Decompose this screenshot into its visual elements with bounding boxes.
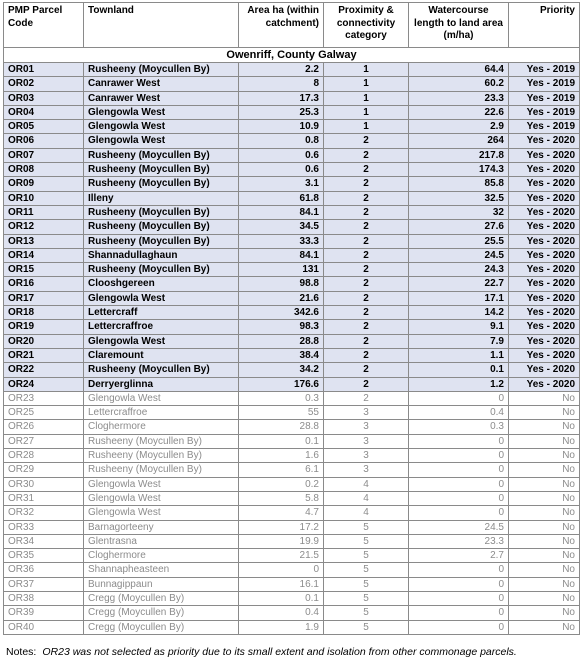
header-area: Area ha (within catchment) — [239, 3, 324, 48]
cell-code: OR03 — [4, 91, 84, 105]
cell-code: OR17 — [4, 291, 84, 305]
cell-priority: Yes - 2019 — [509, 105, 580, 119]
table-row — [4, 91, 580, 105]
table-row — [4, 606, 580, 620]
cell-code: OR23 — [4, 391, 84, 405]
region-title: Owenriff, County Galway — [4, 48, 580, 63]
cell-watercourse: 0 — [409, 477, 509, 491]
cell-priority: Yes - 2020 — [509, 363, 580, 377]
cell-code: OR31 — [4, 491, 84, 505]
cell-priority: No — [509, 463, 580, 477]
cell-priority: No — [509, 391, 580, 405]
cell-proximity: 1 — [324, 63, 409, 77]
cell-priority: Yes - 2020 — [509, 205, 580, 219]
cell-proximity: 5 — [324, 577, 409, 591]
cell-priority: Yes - 2019 — [509, 77, 580, 91]
cell-proximity: 1 — [324, 77, 409, 91]
cell-watercourse: 27.6 — [409, 220, 509, 234]
cell-proximity: 2 — [324, 320, 409, 334]
cell-code: OR06 — [4, 134, 84, 148]
cell-townland: Cregg (Moycullen By) — [84, 591, 239, 605]
cell-townland: Glengowla West — [84, 334, 239, 348]
cell-watercourse: 2.7 — [409, 549, 509, 563]
cell-priority: Yes - 2020 — [509, 334, 580, 348]
cell-watercourse: 60.2 — [409, 77, 509, 91]
cell-watercourse: 7.9 — [409, 334, 509, 348]
cell-proximity: 2 — [324, 205, 409, 219]
notes-label: Notes: — [6, 646, 37, 658]
cell-priority: Yes - 2020 — [509, 377, 580, 391]
header-code: PMP Parcel Code — [4, 3, 84, 48]
header-proximity: Proximity & connectivity category — [324, 3, 409, 48]
table-row — [4, 591, 580, 605]
cell-code: OR22 — [4, 363, 84, 377]
cell-code: OR34 — [4, 534, 84, 548]
table-row — [4, 420, 580, 434]
cell-code: OR19 — [4, 320, 84, 334]
cell-area: 4.7 — [239, 506, 324, 520]
cell-priority: No — [509, 420, 580, 434]
table-row — [4, 363, 580, 377]
table-row — [4, 163, 580, 177]
cell-watercourse: 0.4 — [409, 406, 509, 420]
cell-code: OR14 — [4, 248, 84, 262]
cell-proximity: 3 — [324, 406, 409, 420]
cell-watercourse: 24.3 — [409, 263, 509, 277]
cell-proximity: 2 — [324, 334, 409, 348]
cell-watercourse: 0 — [409, 391, 509, 405]
cell-code: OR37 — [4, 577, 84, 591]
cell-townland: Glengowla West — [84, 391, 239, 405]
cell-watercourse: 264 — [409, 134, 509, 148]
cell-proximity: 5 — [324, 620, 409, 634]
cell-priority: Yes - 2020 — [509, 163, 580, 177]
cell-priority: No — [509, 577, 580, 591]
cell-watercourse: 0 — [409, 620, 509, 634]
cell-code: OR38 — [4, 591, 84, 605]
cell-proximity: 1 — [324, 91, 409, 105]
cell-townland: Lettercraffroe — [84, 320, 239, 334]
table-row — [4, 334, 580, 348]
cell-area: 25.3 — [239, 105, 324, 119]
cell-code: OR18 — [4, 306, 84, 320]
cell-code: OR11 — [4, 205, 84, 219]
cell-area: 3.1 — [239, 177, 324, 191]
table-row — [4, 534, 580, 548]
cell-watercourse: 22.6 — [409, 105, 509, 119]
cell-area: 28.8 — [239, 420, 324, 434]
cell-code: OR10 — [4, 191, 84, 205]
cell-area: 0 — [239, 563, 324, 577]
cell-watercourse: 64.4 — [409, 63, 509, 77]
cell-watercourse: 1.1 — [409, 348, 509, 362]
cell-townland: Shannapheasteen — [84, 563, 239, 577]
cell-watercourse: 0 — [409, 449, 509, 463]
cell-townland: Rusheeny (Moycullen By) — [84, 205, 239, 219]
cell-townland: Glengowla West — [84, 120, 239, 134]
cell-code: OR07 — [4, 148, 84, 162]
table-row — [4, 306, 580, 320]
cell-proximity: 2 — [324, 234, 409, 248]
cell-proximity: 2 — [324, 291, 409, 305]
cell-code: OR04 — [4, 105, 84, 119]
cell-watercourse: 174.3 — [409, 163, 509, 177]
cell-watercourse: 2.9 — [409, 120, 509, 134]
cell-priority: Yes - 2019 — [509, 91, 580, 105]
cell-proximity: 2 — [324, 348, 409, 362]
cell-townland: Glengowla West — [84, 134, 239, 148]
table-row — [4, 620, 580, 634]
table-row — [4, 563, 580, 577]
cell-proximity: 2 — [324, 363, 409, 377]
cell-area: 0.3 — [239, 391, 324, 405]
parcel-table-document — [3, 2, 579, 635]
cell-proximity: 2 — [324, 177, 409, 191]
cell-priority: No — [509, 506, 580, 520]
cell-priority: Yes - 2020 — [509, 306, 580, 320]
table-row — [4, 248, 580, 262]
cell-code: OR35 — [4, 549, 84, 563]
cell-townland: Glengowla West — [84, 291, 239, 305]
table-row — [4, 348, 580, 362]
cell-watercourse: 14.2 — [409, 306, 509, 320]
header-row — [4, 3, 580, 48]
table-row — [4, 291, 580, 305]
cell-watercourse: 9.1 — [409, 320, 509, 334]
notes-text: OR23 was not selected as priority due to its small extent and isolation from other commonage parcels. — [42, 646, 517, 658]
cell-proximity: 2 — [324, 277, 409, 291]
cell-proximity: 3 — [324, 449, 409, 463]
cell-townland: Cregg (Moycullen By) — [84, 606, 239, 620]
cell-priority: Yes - 2020 — [509, 220, 580, 234]
cell-townland: Derryerglinna — [84, 377, 239, 391]
cell-proximity: 5 — [324, 534, 409, 548]
cell-code: OR33 — [4, 520, 84, 534]
cell-townland: Glengowla West — [84, 105, 239, 119]
cell-area: 34.2 — [239, 363, 324, 377]
cell-proximity: 2 — [324, 391, 409, 405]
cell-townland: Shannadullaghaun — [84, 248, 239, 262]
cell-watercourse: 22.7 — [409, 277, 509, 291]
cell-townland: Illeny — [84, 191, 239, 205]
cell-area: 55 — [239, 406, 324, 420]
cell-code: OR26 — [4, 420, 84, 434]
cell-proximity: 5 — [324, 606, 409, 620]
cell-townland: Cloghermore — [84, 549, 239, 563]
cell-townland: Glentrasna — [84, 534, 239, 548]
cell-area: 84.1 — [239, 205, 324, 219]
cell-priority: No — [509, 406, 580, 420]
cell-code: OR25 — [4, 406, 84, 420]
cell-area: 0.1 — [239, 591, 324, 605]
table-row — [4, 377, 580, 391]
cell-area: 0.6 — [239, 148, 324, 162]
table-row — [4, 320, 580, 334]
parcel-table — [3, 2, 580, 635]
cell-proximity: 2 — [324, 220, 409, 234]
cell-watercourse: 23.3 — [409, 534, 509, 548]
table-row — [4, 63, 580, 77]
cell-code: OR02 — [4, 77, 84, 91]
cell-townland: Claremount — [84, 348, 239, 362]
cell-area: 2.2 — [239, 63, 324, 77]
cell-code: OR24 — [4, 377, 84, 391]
cell-priority: Yes - 2020 — [509, 348, 580, 362]
cell-area: 1.9 — [239, 620, 324, 634]
cell-area: 98.8 — [239, 277, 324, 291]
cell-area: 1.6 — [239, 449, 324, 463]
table-row — [4, 391, 580, 405]
cell-proximity: 3 — [324, 434, 409, 448]
cell-townland: Rusheeny (Moycullen By) — [84, 434, 239, 448]
cell-proximity: 3 — [324, 463, 409, 477]
cell-area: 19.9 — [239, 534, 324, 548]
table-row — [4, 449, 580, 463]
cell-watercourse: 24.5 — [409, 520, 509, 534]
cell-code: OR20 — [4, 334, 84, 348]
cell-code: OR08 — [4, 163, 84, 177]
cell-code: OR15 — [4, 263, 84, 277]
cell-priority: No — [509, 491, 580, 505]
cell-area: 10.9 — [239, 120, 324, 134]
cell-priority: No — [509, 563, 580, 577]
cell-code: OR29 — [4, 463, 84, 477]
cell-townland: Cloghermore — [84, 420, 239, 434]
cell-area: 131 — [239, 263, 324, 277]
cell-watercourse: 0.1 — [409, 363, 509, 377]
table-row — [4, 134, 580, 148]
cell-townland: Rusheeny (Moycullen By) — [84, 463, 239, 477]
cell-watercourse: 0 — [409, 506, 509, 520]
cell-townland: Clooshgereen — [84, 277, 239, 291]
table-row — [4, 120, 580, 134]
cell-townland: Rusheeny (Moycullen By) — [84, 363, 239, 377]
cell-townland: Bunnagippaun — [84, 577, 239, 591]
cell-code: OR13 — [4, 234, 84, 248]
cell-watercourse: 32 — [409, 205, 509, 219]
cell-proximity: 4 — [324, 491, 409, 505]
cell-code: OR40 — [4, 620, 84, 634]
cell-priority: Yes - 2020 — [509, 191, 580, 205]
cell-townland: Rusheeny (Moycullen By) — [84, 63, 239, 77]
cell-priority: Yes - 2020 — [509, 277, 580, 291]
cell-proximity: 2 — [324, 263, 409, 277]
cell-area: 0.6 — [239, 163, 324, 177]
table-row — [4, 477, 580, 491]
cell-proximity: 2 — [324, 377, 409, 391]
cell-townland: Lettercraff — [84, 306, 239, 320]
cell-area: 176.6 — [239, 377, 324, 391]
cell-townland: Glengowla West — [84, 491, 239, 505]
cell-area: 98.3 — [239, 320, 324, 334]
cell-priority: Yes - 2020 — [509, 177, 580, 191]
cell-townland: Rusheeny (Moycullen By) — [84, 163, 239, 177]
cell-area: 5.8 — [239, 491, 324, 505]
cell-townland: Rusheeny (Moycullen By) — [84, 148, 239, 162]
cell-code: OR32 — [4, 506, 84, 520]
cell-priority: No — [509, 477, 580, 491]
cell-area: 61.8 — [239, 191, 324, 205]
cell-watercourse: 0 — [409, 491, 509, 505]
cell-area: 28.8 — [239, 334, 324, 348]
table-row — [4, 463, 580, 477]
cell-code: OR21 — [4, 348, 84, 362]
cell-area: 21.6 — [239, 291, 324, 305]
cell-watercourse: 85.8 — [409, 177, 509, 191]
cell-watercourse: 0 — [409, 563, 509, 577]
header-watercourse: Watercourse length to land area (m/ha) — [409, 3, 509, 48]
table-row — [4, 506, 580, 520]
cell-area: 8 — [239, 77, 324, 91]
header-townland: Townland — [84, 3, 239, 48]
cell-area: 38.4 — [239, 348, 324, 362]
table-row — [4, 434, 580, 448]
table-row — [4, 406, 580, 420]
cell-watercourse: 23.3 — [409, 91, 509, 105]
table-row — [4, 191, 580, 205]
cell-area: 17.3 — [239, 91, 324, 105]
cell-proximity: 2 — [324, 248, 409, 262]
cell-area: 33.3 — [239, 234, 324, 248]
cell-townland: Rusheeny (Moycullen By) — [84, 177, 239, 191]
cell-proximity: 5 — [324, 520, 409, 534]
cell-code: OR01 — [4, 63, 84, 77]
cell-townland: Lettercraffroe — [84, 406, 239, 420]
cell-area: 342.6 — [239, 306, 324, 320]
cell-priority: Yes - 2020 — [509, 234, 580, 248]
cell-area: 0.4 — [239, 606, 324, 620]
cell-proximity: 5 — [324, 591, 409, 605]
cell-proximity: 3 — [324, 420, 409, 434]
cell-townland: Cregg (Moycullen By) — [84, 620, 239, 634]
cell-townland: Glengowla West — [84, 477, 239, 491]
cell-watercourse: 32.5 — [409, 191, 509, 205]
table-row — [4, 205, 580, 219]
cell-townland: Rusheeny (Moycullen By) — [84, 263, 239, 277]
cell-proximity: 2 — [324, 134, 409, 148]
table-row — [4, 148, 580, 162]
table-row — [4, 277, 580, 291]
cell-proximity: 2 — [324, 163, 409, 177]
cell-proximity: 4 — [324, 477, 409, 491]
cell-watercourse: 0 — [409, 577, 509, 591]
cell-proximity: 5 — [324, 549, 409, 563]
cell-watercourse: 0 — [409, 591, 509, 605]
cell-watercourse: 0.3 — [409, 420, 509, 434]
cell-priority: No — [509, 591, 580, 605]
cell-area: 0.8 — [239, 134, 324, 148]
cell-area: 6.1 — [239, 463, 324, 477]
cell-area: 34.5 — [239, 220, 324, 234]
table-row — [4, 491, 580, 505]
table-body — [4, 63, 580, 635]
cell-townland: Glengowla West — [84, 506, 239, 520]
cell-code: OR12 — [4, 220, 84, 234]
cell-proximity: 4 — [324, 506, 409, 520]
cell-area: 17.2 — [239, 520, 324, 534]
cell-priority: Yes - 2019 — [509, 120, 580, 134]
cell-watercourse: 24.5 — [409, 248, 509, 262]
cell-code: OR28 — [4, 449, 84, 463]
table-row — [4, 577, 580, 591]
cell-priority: Yes - 2019 — [509, 63, 580, 77]
region-row — [4, 48, 580, 63]
cell-proximity: 2 — [324, 148, 409, 162]
cell-code: OR16 — [4, 277, 84, 291]
cell-townland: Rusheeny (Moycullen By) — [84, 449, 239, 463]
table-row — [4, 177, 580, 191]
cell-priority: Yes - 2020 — [509, 248, 580, 262]
cell-code: OR09 — [4, 177, 84, 191]
cell-watercourse: 0 — [409, 606, 509, 620]
cell-area: 21.5 — [239, 549, 324, 563]
cell-priority: Yes - 2020 — [509, 291, 580, 305]
table-row — [4, 234, 580, 248]
cell-proximity: 1 — [324, 120, 409, 134]
table-row — [4, 105, 580, 119]
cell-proximity: 2 — [324, 191, 409, 205]
header-priority: Priority — [509, 3, 580, 48]
cell-area: 0.1 — [239, 434, 324, 448]
cell-priority: No — [509, 434, 580, 448]
cell-townland: Barnagorteeny — [84, 520, 239, 534]
cell-watercourse: 25.5 — [409, 234, 509, 248]
cell-priority: No — [509, 449, 580, 463]
cell-watercourse: 1.2 — [409, 377, 509, 391]
table-row — [4, 549, 580, 563]
cell-priority: Yes - 2020 — [509, 148, 580, 162]
cell-townland: Rusheeny (Moycullen By) — [84, 234, 239, 248]
cell-priority: No — [509, 620, 580, 634]
cell-code: OR36 — [4, 563, 84, 577]
notes — [6, 646, 517, 658]
cell-code: OR39 — [4, 606, 84, 620]
cell-proximity: 1 — [324, 105, 409, 119]
cell-townland: Rusheeny (Moycullen By) — [84, 220, 239, 234]
cell-proximity: 2 — [324, 306, 409, 320]
table-row — [4, 520, 580, 534]
cell-watercourse: 0 — [409, 463, 509, 477]
table-row — [4, 263, 580, 277]
cell-watercourse: 217.8 — [409, 148, 509, 162]
table-row — [4, 77, 580, 91]
cell-area: 84.1 — [239, 248, 324, 262]
cell-area: 16.1 — [239, 577, 324, 591]
cell-proximity: 5 — [324, 563, 409, 577]
table-row — [4, 220, 580, 234]
cell-code: OR27 — [4, 434, 84, 448]
cell-watercourse: 0 — [409, 434, 509, 448]
cell-area: 0.2 — [239, 477, 324, 491]
cell-priority: No — [509, 606, 580, 620]
cell-priority: Yes - 2020 — [509, 263, 580, 277]
cell-townland: Canrawer West — [84, 77, 239, 91]
cell-code: OR30 — [4, 477, 84, 491]
cell-priority: No — [509, 534, 580, 548]
cell-townland: Canrawer West — [84, 91, 239, 105]
cell-watercourse: 17.1 — [409, 291, 509, 305]
cell-code: OR05 — [4, 120, 84, 134]
cell-priority: No — [509, 520, 580, 534]
cell-priority: No — [509, 549, 580, 563]
cell-priority: Yes - 2020 — [509, 320, 580, 334]
cell-priority: Yes - 2020 — [509, 134, 580, 148]
